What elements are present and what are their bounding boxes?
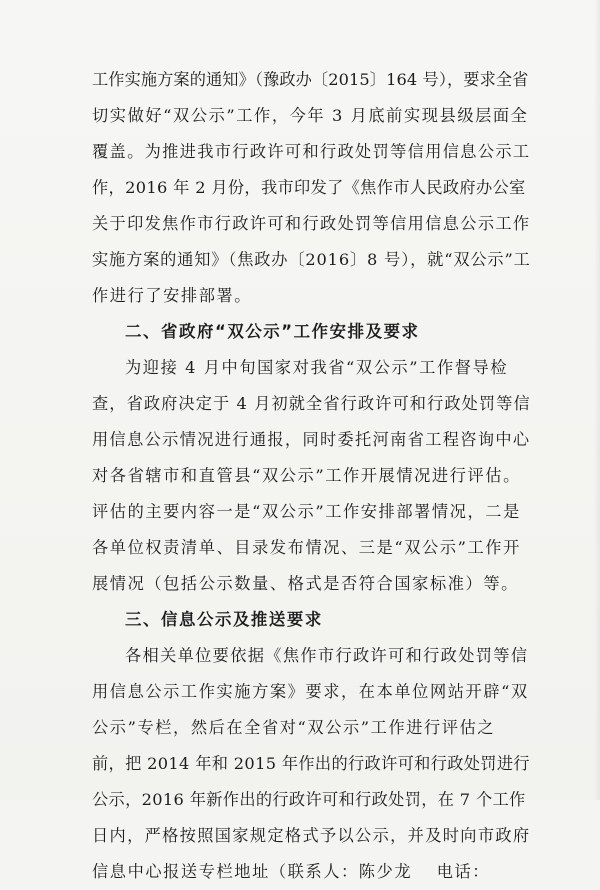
paragraph-line: 工作实施方案的通知》（豫政办〔2015〕164 号），要求全省 [92, 70, 529, 89]
page-edge-shadow [594, 0, 600, 800]
paragraph-line: 前，把 2014 年和 2015 年作出的行政许可和行政处罚进行 [92, 754, 530, 773]
section-heading: 三、信息公示及推送要求 [125, 610, 323, 629]
paragraph-line: 覆盖。为推进我市行政许可和行政处罚等信用信息公示工 [92, 142, 531, 161]
paragraph-line: 用信息公示情况进行通报，同时委托河南省工程咨询中心 [92, 430, 531, 449]
paragraph-line: 评估的主要内容一是“双公示”工作安排部署情况，二是 [92, 502, 521, 521]
paragraph-line: 各相关单位要依据《焦作市行政许可和行政处罚等信 [125, 646, 529, 665]
paragraph-line: 为迎接 4 月中旬国家对我省“双公示”工作督导检 [125, 358, 509, 377]
paragraph-line: 日内，严格按照国家规定格式予以公示，并及时向市政府 [92, 826, 531, 845]
paragraph-line: 信息中心报送专栏地址（联系人：陈少龙 电话： [92, 862, 491, 881]
paragraph-line: 公示”专栏，然后在全省对“双公示”工作进行评估之 [92, 718, 496, 737]
paragraph-line: 查，省政府决定于 4 月初就全省行政许可和行政处罚等信 [92, 394, 531, 413]
paragraph-line: 公示，2016 年新作出的行政许可和行政处罚，在 7 个工作 [92, 790, 526, 809]
paragraph-line: 作进行了安排部署。 [92, 286, 253, 305]
paragraph-line: 作，2016 年 2 月份，我市印发了《焦作市人民政府办公室 [92, 178, 526, 197]
paragraph-line: 切实做好“双公示”工作，今年 3 月底前实现县级层面全 [92, 106, 529, 125]
paragraph-line: 实施方案的通知》（焦政办〔2016〕8 号），就“双公示”工 [92, 250, 531, 269]
section-heading: 二、省政府“双公示”工作安排及要求 [125, 322, 420, 341]
document-body [92, 62, 532, 890]
paragraph-line: 用信息公示工作实施方案》要求，在本单位网站开辟“双 [92, 682, 529, 701]
paragraph-line: 关于印发焦作市行政许可和行政处罚等信用信息公示工作 [92, 214, 531, 233]
paragraph-line: 各单位权责清单、目录发布情况、三是“双公示”工作开 [92, 538, 521, 557]
paragraph-line: 对各省辖市和直管县“双公示”工作开展情况进行评估。 [92, 466, 521, 485]
paragraph-line: 展情况（包括公示数量、格式是否符合国家标准）等。 [92, 574, 519, 593]
